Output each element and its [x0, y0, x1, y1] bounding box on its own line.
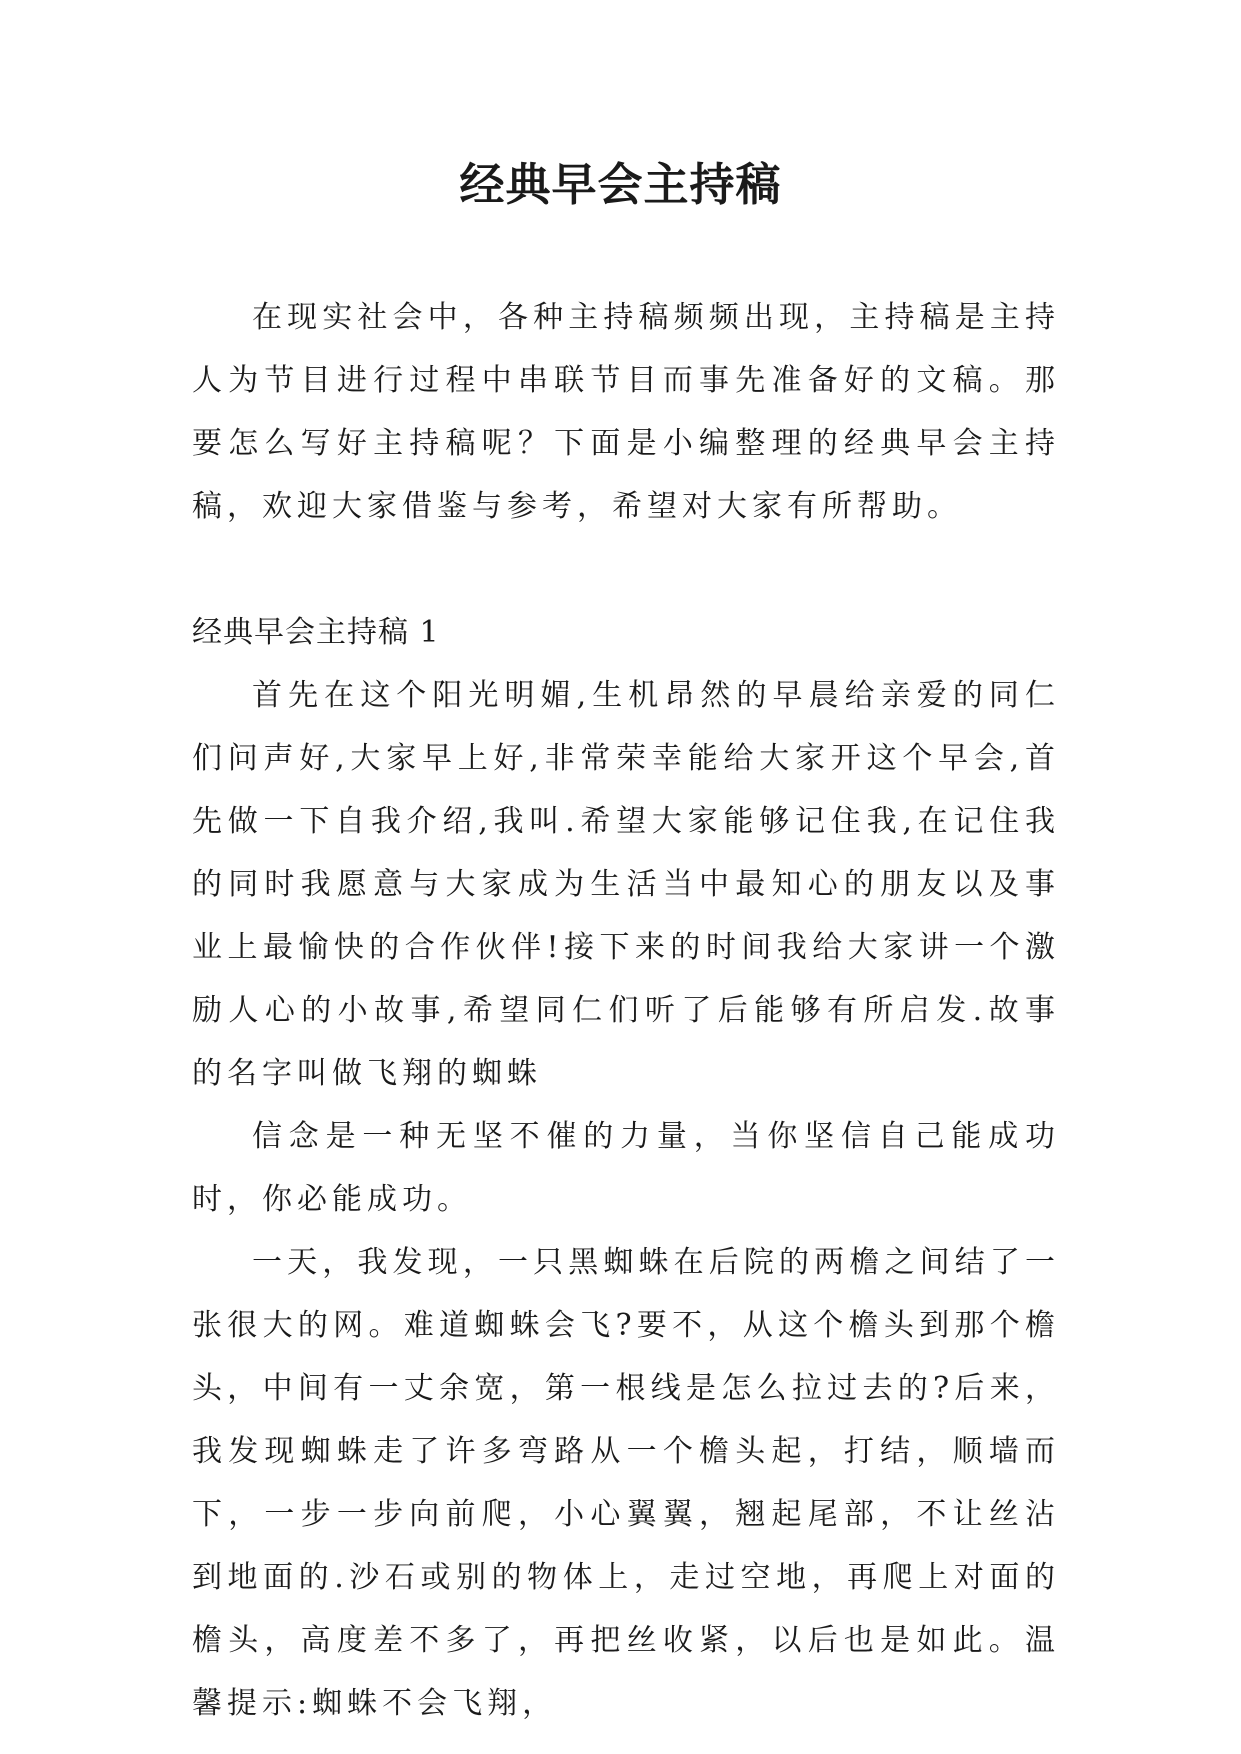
body-paragraph-2: 信念是一种无坚不催的力量，当你坚信自己能成功时，你必能成功。: [192, 1119, 1060, 1217]
intro-paragraph: 在现实社会中，各种主持稿频频出现，主持稿是主持人为节目进行过程中串联节目而事先准备好的文稿。那要怎么写好主持稿呢？下面是小编整理的经典早会主持稿，欢迎大家借鉴与参考，希望对大家有所帮助。: [192, 300, 1060, 524]
document-body: [192, 286, 1060, 1735]
body-paragraph-1: 首先在这个阳光明媚,生机昂然的早晨给亲爱的同仁们问声好,大家早上好,非常荣幸能给大家开这个早会,首先做一下自我介绍,我叫.希望大家能够记住我,在记住我的同时我愿意与大家成为生活当中最知心的朋友以及事业上最愉快的合作伙伴!接下来的时间我给大家讲一个激励人心的小故事,希望同仁们听了后能够有所启发.故事的名字叫做飞翔的蜘蛛: [192, 678, 1060, 1091]
document-title: 经典早会主持稿: [459, 158, 782, 211]
section-heading: 经典早会主持稿 1: [192, 615, 440, 650]
body-paragraph-3: 一天，我发现，一只黑蜘蛛在后院的两檐之间结了一张很大的网。难道蜘蛛会飞?要不，从这个檐头到那个檐头，中间有一丈余宽，第一根线是怎么拉过去的?后来，我发现蜘蛛走了许多弯路从一个檐头起，打结，顺墙而下，一步一步向前爬，小心翼翼，翘起尾部，不让丝沾到地面的.沙石或别的物体上，走过空地，再爬上对面的檐头，高度差不多了，再把丝收紧，以后也是如此。温馨提示:蜘蛛不会飞翔，: [192, 1245, 1060, 1721]
paragraph-gap: [192, 538, 1060, 601]
